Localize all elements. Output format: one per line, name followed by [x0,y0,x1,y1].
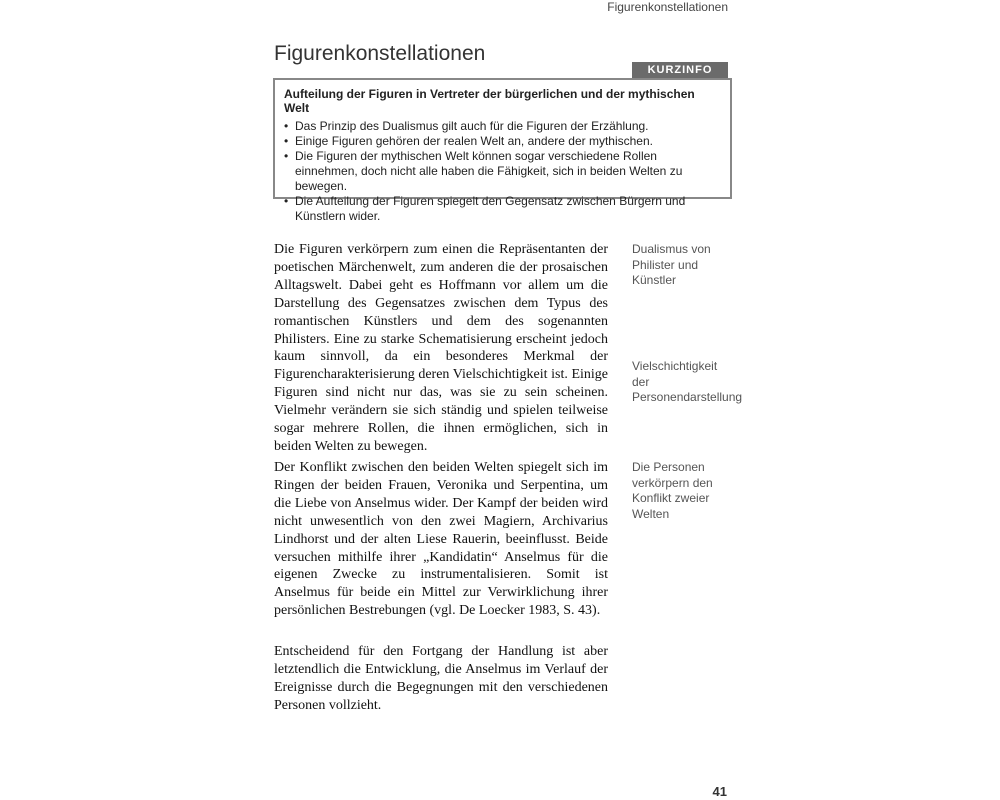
running-head: Figurenkonstellationen [607,0,728,14]
kurzinfo-box [273,78,732,223]
body-paragraph: Der Konflikt zwischen den beiden Welten spiegelt sich im Ringen der beiden Frauen, Veronika und Serpentina, um die Liebe von Anselmus wider. Der Kampf der beiden wird nicht unwesentlich von den zwei Magiern, Archivarius Lindhorst und der alten Liese Rauerin, beeinflusst. Beide versuchen mithilfe ihrer „Kandidatin“ Anselmus für die eigenen Zwecke zu instrumentalisieren. Somit ist Anselmus für beide ein Mittel zur Verwirklichung ihrer persönlichen Bestrebungen (vgl. De Loecker 1983, S. 43). [274,460,608,619]
kurzinfo-tab: KURZINFO [632,62,728,79]
body-paragraph: Die Figuren verkörpern zum einen die Repräsentanten der poetischen Märchenwelt, zum anderen die der prosaischen Alltagswelt. Dabei geht es Hoffmann vor allem um die Darstellung des Gegensatzes zwischen dem Typus des romantischen Künstlers und dem des sogenannten Philisters. Eine zu starke Schematisierung erscheint jedoch kaum sinnvoll, da ein besonderes Merkmal der Figurencharakterisierung deren Vielschichtigkeit ist. Einige Figuren sind nicht nur das, was sie zu sein scheinen. Vielmehr verändern sie sich ständig und spielen teilweise sogar mehrere Rollen, die ihnen ermöglichen, sich in beiden Welten zu bewegen. [274,242,608,454]
margin-note: Die Personen verkörpern den Konflikt zweier Welten [632,460,713,521]
kurzinfo-bullet: • Einige Figuren gehören der realen Welt an, andere der mythischen. [295,134,721,149]
kurzinfo-bullet: • Die Figuren der mythischen Welt können sogar verschiedene Rollen einnehmen, doch nicht alle haben die Fähigkeit, sich in beiden Welten zu bewegen. [295,149,721,194]
kurzinfo-bullet: • Die Aufteilung der Figuren spiegelt den Gegensatz zwischen Bürgern und Künstlern wider. [295,194,721,224]
kurzinfo-bullet: • Das Prinzip des Dualismus gilt auch für die Figuren der Erzählung. [295,119,721,134]
kurzinfo-list [284,119,721,224]
margin-note: Vielschichtigkeit der Personendarstellung [632,359,743,404]
margin-note: Dualismus von Philister und Künstler [632,242,711,287]
body-paragraph: Entscheidend für den Fortgang der Handlung ist aber letztendlich die Entwicklung, die Anselmus im Verlauf der Ereignisse durch die Begegnungen mit den verschiedenen Personen vollzieht. [274,644,608,713]
kurzinfo-title: Aufteilung der Figuren in Vertreter der bürgerlichen und der mythischen Welt [284,87,695,115]
page-number: 41 [712,784,727,799]
chapter-title: Figurenkonstellationen [274,42,486,65]
